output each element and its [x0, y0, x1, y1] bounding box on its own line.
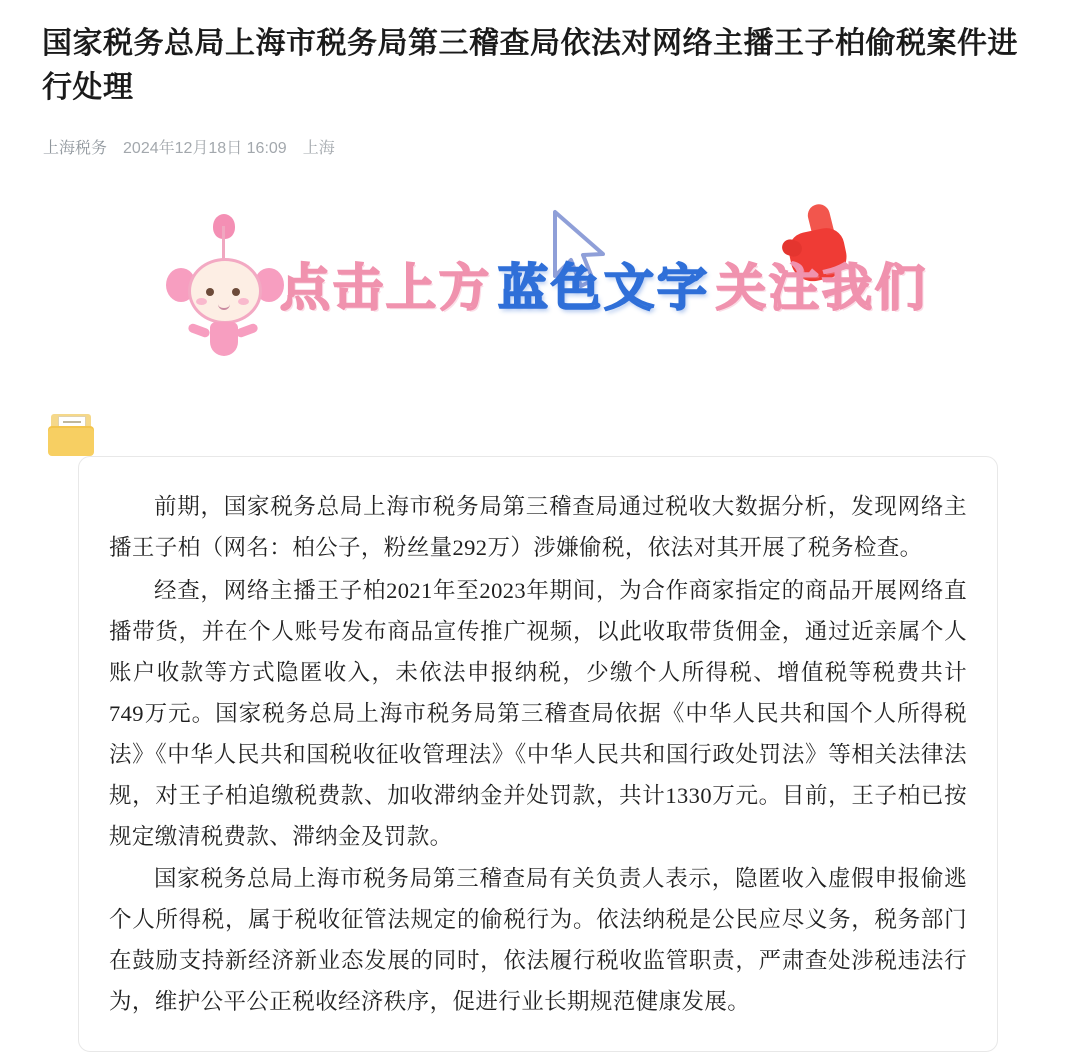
meta-datetime: 2024年12月18日 16:09 — [123, 140, 287, 157]
article-paragraph: 前期，国家税务总局上海市税务局第三稽查局通过税收大数据分析，发现网络主播王子柏（网名：柏公子，粉丝量292万）涉嫌偷税，依法对其开展了税务检查。 — [109, 494, 967, 560]
meta-source: 上海税务 — [43, 140, 108, 157]
article-paragraph: 经查，网络主播王子柏2021年至2023年期间，为合作商家指定的商品开展网络直播带货，并在个人账号发布商品宣传推广视频，以此收取带货佣金，通过近亲属个人账户收款等方式隐匿收入，未依法申报纳税，少缴个人所得税、增值税等税费共计749万元。国家税务总局上海市税务局第三稽查局依据《中华人民共和国个人所得税法》《中华人民共和国税收征收管理法》《中华人民共和国行政处罚法》等相关法律法规，对王子柏追缴税费款、加收滞纳金并处罚款，共计1330万元。目前，王子柏已按规定缴清税费款、滞纳金及罚款。 — [109, 577, 967, 849]
article-content-card — [78, 456, 998, 1052]
article-paragraph: 国家税务总局上海市税务局第三稽查局有关负责人表示，隐匿收入虚假申报偷逃个人所得税，属于税收征管法规定的偷税行为。依法纳税是公民应尽义务，税务部门在鼓励支持新经济新业态发展的同时，依法履行税收监管职责，严肃查处涉税违法行为，维护公平公正税收经济秩序，促进行业长期规范健康发展。 — [109, 866, 967, 1015]
page-title: 国家税务总局上海市税务局第三稽查局依法对网络主播王子柏偷税案件进行处理 — [42, 27, 1018, 104]
banner-slogan — [280, 248, 928, 320]
pink-doll-mascot-icon — [170, 226, 280, 356]
yellow-memo-folder-icon — [48, 414, 94, 458]
meta-location: 上海 — [302, 140, 335, 157]
slogan-blue-text: 蓝色文字 — [498, 260, 710, 316]
article-meta — [43, 135, 1040, 158]
slogan-left-text: 点击上方 — [280, 260, 492, 316]
slogan-right-text: 关注我们 — [716, 260, 928, 316]
article-body-wrapper — [40, 456, 1040, 1052]
promo-banner — [40, 196, 1040, 446]
